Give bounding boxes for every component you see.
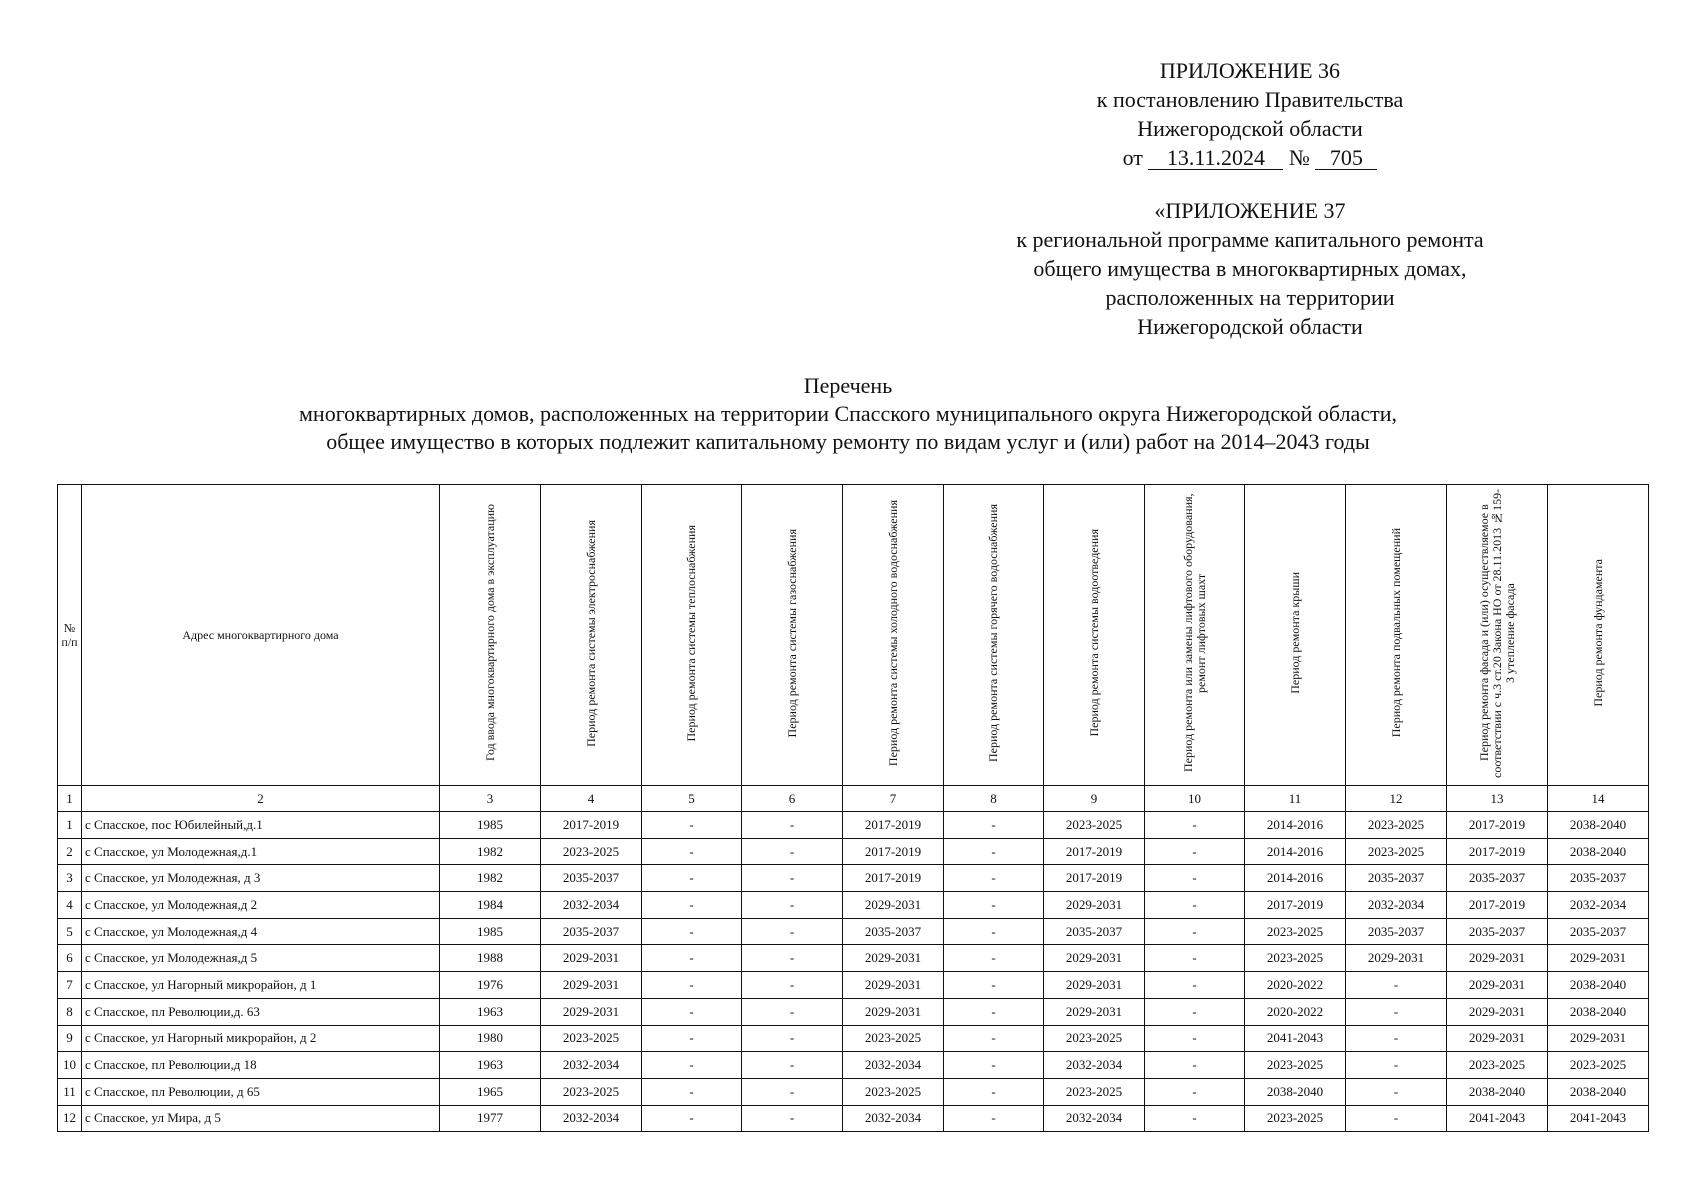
table-cell: -: [944, 838, 1044, 865]
table-cell: 2029-2031: [1447, 972, 1548, 999]
table-header-row: [58, 485, 1649, 786]
table-cell: 2038-2040: [1447, 1078, 1548, 1105]
column-header-label: Период ремонта системы электроснабжения: [583, 519, 598, 747]
table-row: [58, 865, 1649, 892]
table-cell: -: [1145, 865, 1245, 892]
table-cell: 2032-2034: [1548, 892, 1649, 919]
table-cell: 2020-2022: [1245, 972, 1346, 999]
table-cell: 2032-2034: [1044, 1105, 1145, 1132]
table-cell: 2041-2043: [1548, 1105, 1649, 1132]
column-number-cell: 7: [843, 786, 944, 812]
table-cell: 2023-2025: [1346, 812, 1447, 839]
table-cell: 2023-2025: [1447, 1052, 1548, 1079]
appendix-36-title: ПРИЛОЖЕНИЕ 36: [1159, 58, 1341, 83]
appendix-36-region: Нижегородской области: [1137, 116, 1363, 141]
table-cell: 2017-2019: [843, 838, 944, 865]
table-cell: 1963: [440, 998, 541, 1025]
table-cell: 1: [58, 812, 82, 839]
table-cell: 2017-2019: [541, 812, 642, 839]
column-header-label: Год ввода многоквартирного дома в эксплуатацию: [482, 504, 497, 762]
table-cell: 2032-2034: [541, 1052, 642, 1079]
table-cell: 2041-2043: [1245, 1025, 1346, 1052]
table-cell: -: [742, 1078, 843, 1105]
table-cell: 2032-2034: [541, 1105, 642, 1132]
column-number-cell: 5: [642, 786, 742, 812]
table-cell: 2014-2016: [1245, 865, 1346, 892]
column-number-cell: 6: [742, 786, 843, 812]
column-header-label: Период ремонта фасада и (или) осуществляемое в соответствии с ч.3 ст.20 Закона НО от 28.11.2013 №159-З утепление фасада: [1476, 488, 1517, 778]
table-cell: 2029-2031: [843, 892, 944, 919]
table-cell: 2035-2037: [1447, 918, 1548, 945]
table-cell: 7: [58, 972, 82, 999]
table-cell: -: [1145, 918, 1245, 945]
table-cell: 2: [58, 838, 82, 865]
column-header-12: [1346, 485, 1447, 786]
table-cell: 2017-2019: [1044, 838, 1145, 865]
table-cell: 1985: [440, 812, 541, 839]
table-cell: -: [642, 865, 742, 892]
table-cell: -: [642, 998, 742, 1025]
document-number: 705: [1315, 147, 1377, 170]
table-cell: 2029-2031: [1447, 998, 1548, 1025]
address-cell: с Спасское, ул Нагорный микрорайон, д 2: [82, 1025, 440, 1052]
table-cell: 2029-2031: [843, 972, 944, 999]
column-number-cell: 12: [1346, 786, 1447, 812]
table-cell: 2035-2037: [1447, 865, 1548, 892]
table-cell: -: [642, 812, 742, 839]
column-header-1: [58, 485, 82, 786]
appendix-37-line2: к региональной программе капитального ремонта: [1016, 227, 1484, 252]
table-cell: 2029-2031: [1447, 1025, 1548, 1052]
table-cell: -: [944, 1078, 1044, 1105]
table-cell: 2023-2025: [541, 1025, 642, 1052]
table-cell: 2029-2031: [1044, 998, 1145, 1025]
column-header-3: [440, 485, 541, 786]
table-cell: 2035-2037: [541, 865, 642, 892]
table-cell: 2029-2031: [1346, 945, 1447, 972]
table-cell: 2041-2043: [1447, 1105, 1548, 1132]
column-number-cell: 9: [1044, 786, 1145, 812]
table-cell: -: [742, 972, 843, 999]
table-cell: 1976: [440, 972, 541, 999]
buildings-table: [57, 484, 1649, 1132]
table-cell: 11: [58, 1078, 82, 1105]
table-cell: 2029-2031: [1548, 1025, 1649, 1052]
table-cell: 2035-2037: [1044, 918, 1145, 945]
table-cell: 2035-2037: [1548, 865, 1649, 892]
column-number-cell: 13: [1447, 786, 1548, 812]
column-header-6: [742, 485, 843, 786]
table-cell: 1984: [440, 892, 541, 919]
table-row: [58, 918, 1649, 945]
column-number-cell: 10: [1145, 786, 1245, 812]
column-header-4: [541, 485, 642, 786]
table-row: [58, 1052, 1649, 1079]
table-cell: 2029-2031: [1044, 945, 1145, 972]
appendix-37-title: «ПРИЛОЖЕНИЕ 37: [1154, 198, 1346, 223]
table-cell: 2017-2019: [1044, 865, 1145, 892]
table-cell: 2029-2031: [1447, 945, 1548, 972]
table-cell: 2029-2031: [1044, 892, 1145, 919]
table-cell: 6: [58, 945, 82, 972]
table-cell: 2023-2025: [541, 1078, 642, 1105]
table-cell: 2035-2037: [1346, 865, 1447, 892]
address-cell: с Спасское, пл Революции,д. 63: [82, 998, 440, 1025]
table-cell: -: [1145, 1078, 1245, 1105]
table-cell: 2035-2037: [1346, 918, 1447, 945]
table-cell: -: [944, 892, 1044, 919]
column-header-label: Адрес многоквартирного дома: [182, 628, 339, 642]
appendix-36-date-line: [1030, 143, 1470, 172]
table-cell: -: [1145, 812, 1245, 839]
address-cell: с Спасское, ул Молодежная, д 3: [82, 865, 440, 892]
table-cell: -: [944, 918, 1044, 945]
table-cell: -: [742, 1105, 843, 1132]
table-cell: 2023-2025: [1044, 1025, 1145, 1052]
column-header-7: [843, 485, 944, 786]
table-cell: 2035-2037: [1548, 918, 1649, 945]
table-cell: 2023-2025: [1044, 812, 1145, 839]
address-cell: с Спасское, ул Молодежная,д.1: [82, 838, 440, 865]
table-cell: 12: [58, 1105, 82, 1132]
table-cell: 2014-2016: [1245, 838, 1346, 865]
table-cell: -: [742, 945, 843, 972]
column-number-cell: 8: [944, 786, 1044, 812]
table-cell: -: [642, 1105, 742, 1132]
table-cell: -: [1346, 1105, 1447, 1132]
column-number-cell: 2: [82, 786, 440, 812]
table-cell: 2038-2040: [1548, 1078, 1649, 1105]
address-cell: с Спасское, ул Мира, д 5: [82, 1105, 440, 1132]
table-cell: 1980: [440, 1025, 541, 1052]
table-cell: 2038-2040: [1548, 972, 1649, 999]
column-header-label: Период ремонта подвальных помещений: [1388, 528, 1403, 738]
address-cell: с Спасское, пл Революции,д 18: [82, 1052, 440, 1079]
column-header-label: Период ремонта системы холодного водоснабжения: [885, 499, 900, 767]
table-row: [58, 1105, 1649, 1132]
table-cell: 2035-2037: [843, 918, 944, 945]
table-cell: -: [1346, 972, 1447, 999]
table-cell: -: [944, 945, 1044, 972]
table-row: [58, 892, 1649, 919]
table-cell: 3: [58, 865, 82, 892]
column-header-label: Период ремонта фундамента: [1590, 559, 1605, 707]
table-cell: 2029-2031: [843, 945, 944, 972]
table-cell: -: [642, 945, 742, 972]
table-cell: 1988: [440, 945, 541, 972]
table-cell: 2017-2019: [843, 812, 944, 839]
table-cell: 2029-2031: [1044, 972, 1145, 999]
table-cell: 2038-2040: [1548, 998, 1649, 1025]
table-cell: -: [642, 972, 742, 999]
table-cell: 1977: [440, 1105, 541, 1132]
table-cell: -: [1145, 972, 1245, 999]
column-header-9: [1044, 485, 1145, 786]
table-cell: -: [642, 918, 742, 945]
table-cell: 2023-2025: [843, 1025, 944, 1052]
table-row: [58, 812, 1649, 839]
table-cell: 2023-2025: [1044, 1078, 1145, 1105]
column-header-11: [1245, 485, 1346, 786]
table-cell: -: [742, 998, 843, 1025]
column-header-5: [642, 485, 742, 786]
document-date: 13.11.2024: [1148, 147, 1283, 170]
table-cell: 4: [58, 892, 82, 919]
table-cell: -: [1346, 998, 1447, 1025]
table-cell: -: [742, 812, 843, 839]
table-cell: 2038-2040: [1548, 812, 1649, 839]
table-cell: 2032-2034: [843, 1105, 944, 1132]
appendix-36-subtitle: к постановлению Правительства: [1096, 87, 1404, 112]
table-row: [58, 972, 1649, 999]
column-number-cell: 11: [1245, 786, 1346, 812]
table-cell: -: [944, 812, 1044, 839]
table-cell: 1965: [440, 1078, 541, 1105]
table-cell: 2029-2031: [541, 998, 642, 1025]
address-cell: с Спасское, пос Юбилейный,д.1: [82, 812, 440, 839]
title-line-1: Перечень: [803, 373, 893, 398]
table-cell: -: [642, 838, 742, 865]
appendix-37-line4: расположенных на территории: [1105, 285, 1395, 310]
table-cell: -: [642, 1052, 742, 1079]
table-cell: 2023-2025: [1245, 1052, 1346, 1079]
column-header-10: [1145, 485, 1245, 786]
number-label: №: [1288, 145, 1310, 170]
table-cell: 10: [58, 1052, 82, 1079]
table-cell: -: [944, 972, 1044, 999]
table-cell: 2017-2019: [1447, 812, 1548, 839]
table-cell: -: [1145, 1105, 1245, 1132]
table-cell: 2035-2037: [541, 918, 642, 945]
column-header-label: Период ремонта системы горячего водоснабжения: [986, 503, 1000, 762]
column-number-row: [58, 786, 1649, 812]
table-cell: 2023-2025: [1245, 1105, 1346, 1132]
column-header-8: [944, 485, 1044, 786]
column-number-cell: 14: [1548, 786, 1649, 812]
table-cell: -: [1346, 1078, 1447, 1105]
column-header-2: [82, 485, 440, 786]
table-cell: -: [1346, 1052, 1447, 1079]
table-cell: -: [1145, 945, 1245, 972]
address-cell: с Спасское, пл Революции, д 65: [82, 1078, 440, 1105]
title-line-3: общее имущество в которых подлежит капитальному ремонту по видам услуг и (или) работ на 2014–2043 годы: [326, 429, 1370, 454]
table-cell: -: [742, 1025, 843, 1052]
table-cell: 2032-2034: [1044, 1052, 1145, 1079]
table-row: [58, 945, 1649, 972]
table-cell: 2017-2019: [1447, 838, 1548, 865]
table-cell: 2038-2040: [1245, 1078, 1346, 1105]
column-header-label: Период ремонта системы газоснабжения: [784, 528, 799, 738]
column-number-cell: 3: [440, 786, 541, 812]
table-row: [58, 998, 1649, 1025]
table-cell: 2020-2022: [1245, 998, 1346, 1025]
column-header-13: [1447, 485, 1548, 786]
table-cell: -: [1145, 998, 1245, 1025]
table-cell: 1982: [440, 838, 541, 865]
table-cell: 9: [58, 1025, 82, 1052]
table-cell: -: [742, 865, 843, 892]
table-cell: -: [1145, 838, 1245, 865]
column-header-label: № п/п: [61, 620, 78, 649]
table-cell: -: [1346, 1025, 1447, 1052]
table-cell: 2017-2019: [1245, 892, 1346, 919]
table-cell: -: [1145, 1052, 1245, 1079]
table-cell: 2023-2025: [843, 1078, 944, 1105]
column-number-cell: 4: [541, 786, 642, 812]
table-cell: -: [944, 1052, 1044, 1079]
address-cell: с Спасское, ул Молодежная,д 2: [82, 892, 440, 919]
column-header-label: Период ремонта системы теплоснабжения: [684, 524, 698, 742]
table-cell: 2023-2025: [541, 838, 642, 865]
table-cell: 2023-2025: [1346, 838, 1447, 865]
table-cell: -: [944, 998, 1044, 1025]
table-cell: 8: [58, 998, 82, 1025]
table-cell: 1982: [440, 865, 541, 892]
from-label: от: [1122, 145, 1143, 170]
address-cell: с Спасское, ул Нагорный микрорайон, д 1: [82, 972, 440, 999]
table-cell: -: [742, 838, 843, 865]
table-cell: -: [642, 1025, 742, 1052]
table-cell: 2029-2031: [541, 972, 642, 999]
table-cell: 2023-2025: [1245, 918, 1346, 945]
table-cell: -: [944, 865, 1044, 892]
column-header-label: Период ремонта крыши: [1287, 572, 1302, 694]
column-header-label: Период ремонта или замены лифтового оборудования, ремонт лифтовых шахт: [1180, 493, 1208, 773]
table-cell: 2032-2034: [843, 1052, 944, 1079]
table-cell: 2029-2031: [541, 945, 642, 972]
column-header-label: Период ремонта системы водоотведения: [1086, 529, 1101, 737]
table-cell: 2038-2040: [1548, 838, 1649, 865]
table-cell: -: [742, 892, 843, 919]
table-cell: 2014-2016: [1245, 812, 1346, 839]
table-cell: -: [944, 1025, 1044, 1052]
table-cell: 5: [58, 918, 82, 945]
appendix-37-line5: Нижегородской области: [1137, 314, 1363, 339]
appendix-37-block: [930, 196, 1570, 341]
table-cell: -: [642, 1078, 742, 1105]
table-cell: 2029-2031: [1548, 945, 1649, 972]
table-cell: 2023-2025: [1245, 945, 1346, 972]
table-cell: 2032-2034: [541, 892, 642, 919]
table-cell: 2017-2019: [843, 865, 944, 892]
table-row: [58, 1025, 1649, 1052]
table-row: [58, 1078, 1649, 1105]
table-cell: -: [944, 1105, 1044, 1132]
address-cell: с Спасское, ул Молодежная,д 5: [82, 945, 440, 972]
document-title: [0, 372, 1696, 456]
table-cell: 2032-2034: [1346, 892, 1447, 919]
column-header-14: [1548, 485, 1649, 786]
appendix-36-block: [1030, 56, 1470, 172]
appendix-37-line3: общего имущества в многоквартирных домах,: [1033, 256, 1467, 281]
table-cell: -: [1145, 1025, 1245, 1052]
table-cell: -: [642, 892, 742, 919]
table-cell: 2017-2019: [1447, 892, 1548, 919]
table-cell: 2023-2025: [1548, 1052, 1649, 1079]
table-row: [58, 838, 1649, 865]
title-line-2: многоквартирных домов, расположенных на территории Спасского муниципального округа Нижегородской области,: [299, 401, 1397, 426]
address-cell: с Спасское, ул Молодежная,д 4: [82, 918, 440, 945]
table-cell: -: [1145, 892, 1245, 919]
table-cell: 2029-2031: [843, 998, 944, 1025]
table-cell: 1985: [440, 918, 541, 945]
table-cell: -: [742, 918, 843, 945]
table-cell: -: [742, 1052, 843, 1079]
table-cell: 1963: [440, 1052, 541, 1079]
column-number-cell: 1: [58, 786, 82, 812]
